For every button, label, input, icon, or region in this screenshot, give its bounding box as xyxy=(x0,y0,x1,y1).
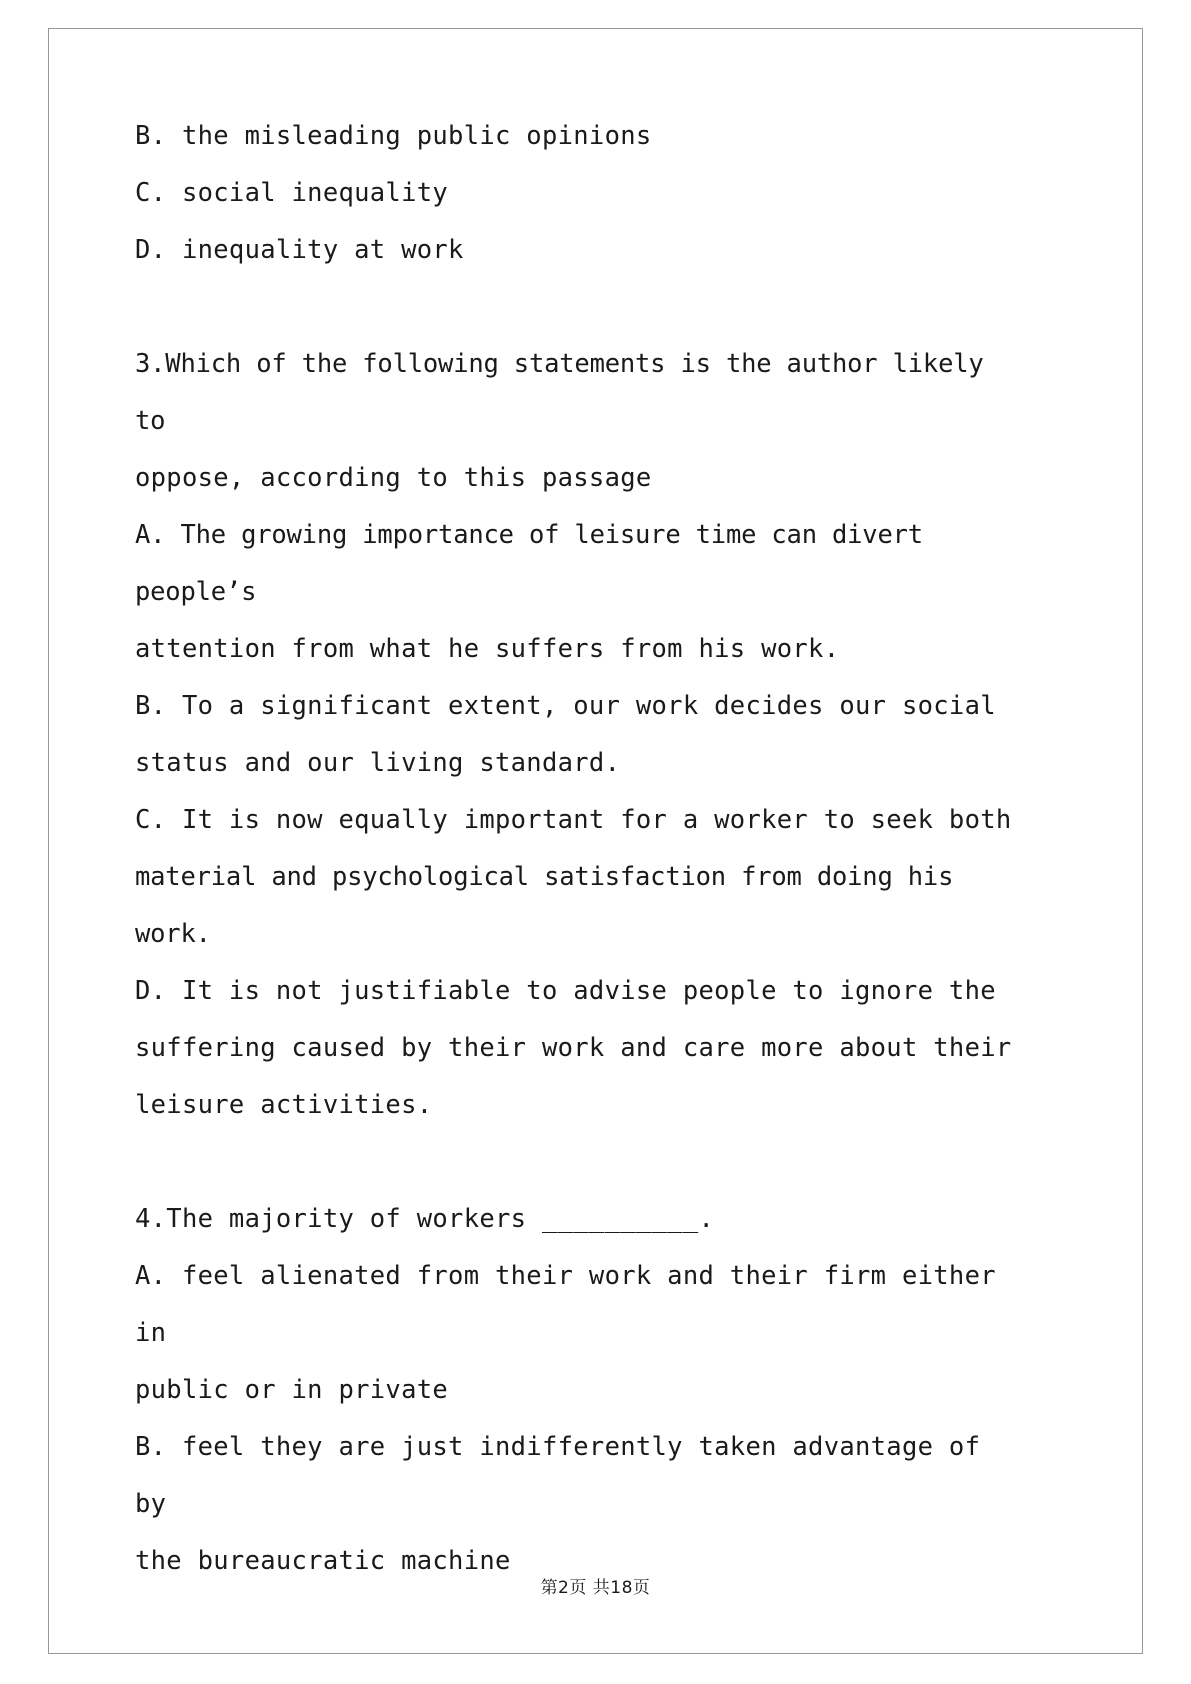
paragraph-spacer xyxy=(135,279,1015,336)
page-footer: 第2页 共18页 xyxy=(540,1578,651,1598)
text-line: D. inequality at work xyxy=(135,235,464,265)
document-body xyxy=(135,108,1015,1590)
text-line: suffering caused by their work and care more about their xyxy=(135,1033,1012,1063)
text-line: A. The growing importance of leisure time can divert people’s xyxy=(135,520,939,607)
text-line: oppose, according to this passage xyxy=(135,463,652,493)
text-line: A. feel alienated from their work and their firm either in xyxy=(135,1261,1012,1348)
text-line: the bureaucratic machine xyxy=(135,1546,511,1576)
text-line: C. social inequality xyxy=(135,178,449,208)
text-line: C. It is now equally important for a worker to seek both xyxy=(135,805,1012,835)
text-line: attention from what he suffers from his work. xyxy=(135,634,840,664)
text-line: material and psychological satisfaction from doing his work. xyxy=(135,862,969,949)
text-line: status and our living standard. xyxy=(135,748,621,778)
text-line: B. the misleading public opinions xyxy=(135,121,652,151)
text-line: leisure activities. xyxy=(135,1090,433,1120)
text-line: B. feel they are just indifferently taken advantage of by xyxy=(135,1432,996,1519)
text-line: D. It is not justifiable to advise people to ignore the xyxy=(135,976,996,1006)
paragraph-spacer xyxy=(135,1134,1015,1191)
text-line: B. To a significant extent, our work decides our social xyxy=(135,691,996,721)
text-line: public or in private xyxy=(135,1375,449,1405)
text-line: 4.The majority of workers __________. xyxy=(135,1204,715,1234)
text-line: 3.Which of the following statements is the author likely to xyxy=(135,349,999,436)
